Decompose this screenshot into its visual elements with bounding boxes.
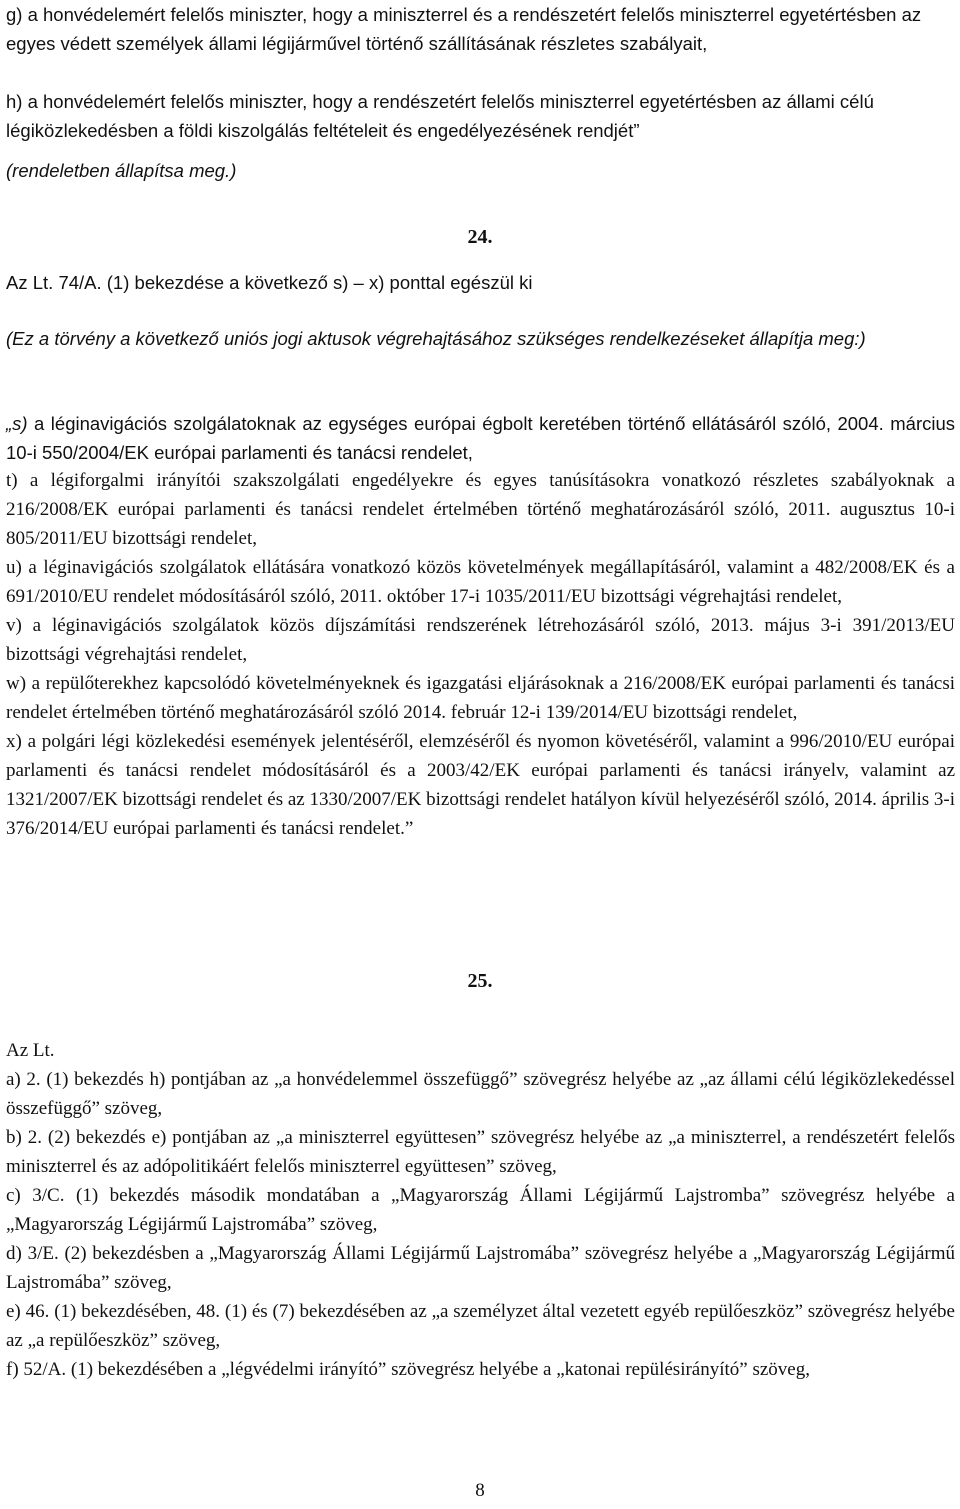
amend-b: b) 2. (2) bekezdés e) pontjában az „a miniszterrel együttesen” szövegrész helyébe az „a miniszterrel, a rendészetért felelős miniszterrel és az adópolitikáért felelős miniszterrel együttesen” szöveg,	[6, 1127, 955, 1177]
section-24-lead: Az Lt. 74/A. (1) bekezdése a következő s) – x) ponttal egészül ki	[6, 272, 533, 293]
amend-f: f) 52/A. (1) bekezdésében a „légvédelmi irányító” szövegrész helyébe a „katonai repülésirányító” szöveg,	[6, 1359, 810, 1380]
section-24-note: (Ez a törvény a következő uniós jogi aktusok végrehajtásához szükséges rendelkezéseket állapítja meg:)	[6, 328, 866, 349]
intro-note: (rendeletben állapítsa meg.)	[6, 160, 237, 181]
point-t: t) a légiforgalmi irányítói szakszolgálati engedélyekre és egyes tanúsításokra vonatkozó részletes szabályoknak a 216/2008/EK európai parlamenti és tanácsi rendelet értelmében történő meghatározásáról szóló, 2011. augusztus 10-i 805/2011/EU bizottsági rendelet,	[6, 470, 955, 549]
amend-e: e) 46. (1) bekezdésében, 48. (1) és (7) bekezdésében az „a személyzet által vezetett egyéb repülőeszköz” szövegrész helyébe az „a repülőeszköz” szöveg,	[6, 1301, 955, 1351]
intro-item-g: g) a honvédelemért felelős miniszter, hogy a miniszterrel és a rendészetért felelős miniszterrel egyetértésben az egyes védett személyek állami légijárművel történő szállításának részletes szabályait,	[6, 4, 922, 54]
section-24-points	[6, 466, 955, 843]
section-heading-25: 25.	[467, 970, 493, 992]
point-x: x) a polgári légi közlekedési események jelentéséről, elemzéséről és nyomon követéséről, valamint a 996/2010/EU európai parlamenti és tanácsi rendelet módosításáról és a 2003/42/EK európai parlamenti és tanácsi irányelv, valamint az 1321/2007/EK bizottsági rendelet és az 1330/2007/EK bizottsági rendelet hatályon kívül helyezéséről szóló, 2014. április 3-i 376/2014/EU európai parlamenti és tanácsi rendelet.”	[6, 731, 955, 839]
section-heading-24: 24.	[467, 226, 493, 248]
amend-d: d) 3/E. (2) bekezdésben a „Magyarország Állami Légijármű Lajstromába” szövegrész helyébe a „Magyarország Légijármű Lajstromába” szöveg,	[6, 1243, 955, 1293]
point-v: v) a léginavigációs szolgálatok közös díjszámítási rendszerének létrehozásáról szóló, 2013. május 3-i 391/2013/EU bizottsági végrehajtási rendelet,	[6, 615, 955, 665]
amend-a: a) 2. (1) bekezdés h) pontjában az „a honvédelemmel összefüggő” szövegrész helyébe az „az állami célú légiközlekedéssel összefüggő” szöveg,	[6, 1069, 955, 1119]
point-s-text: a léginavigációs szolgálatoknak az egységes európai égbolt keretében történő ellátásáról szóló, 2004. március 10-i 550/2004/EK európai parlamenti és tanácsi rendelet,	[6, 413, 955, 463]
point-u: u) a léginavigációs szolgálatok ellátására vonatkozó közös követelmények megállapításáról, valamint a 482/2008/EK és a 691/2010/EU rendelet módosításáról szóló, 2011. október 17-i 1035/2011/EU bizottsági végrehajtási rendelet,	[6, 557, 955, 607]
point-s-label: „s)	[6, 413, 28, 434]
page-number: 8	[475, 1480, 485, 1501]
section-25-body	[6, 1036, 955, 1384]
section-25-lead: Az Lt.	[6, 1040, 55, 1061]
intro-item-h: h) a honvédelemért felelős miniszter, hogy a rendészetért felelős miniszterrel egyetértésben az állami célú légiközlekedésben a földi kiszolgálás feltételeit és engedélyezésének rendjét”	[6, 91, 874, 141]
amend-c: c) 3/C. (1) bekezdés második mondatában a „Magyarország Állami Légijármű Lajstromba” szövegrész helyébe a „Magyarország Légijármű Lajstromába” szöveg,	[6, 1185, 955, 1235]
point-w: w) a repülőterekhez kapcsolódó követelményeknek és igazgatási eljárásoknak a 216/2008/EK európai parlamenti és tanácsi rendelet értelmében történő meghatározásáról szóló 2014. február 12-i 139/2014/EU bizottsági rendelet,	[6, 673, 955, 723]
point-s	[6, 409, 955, 467]
